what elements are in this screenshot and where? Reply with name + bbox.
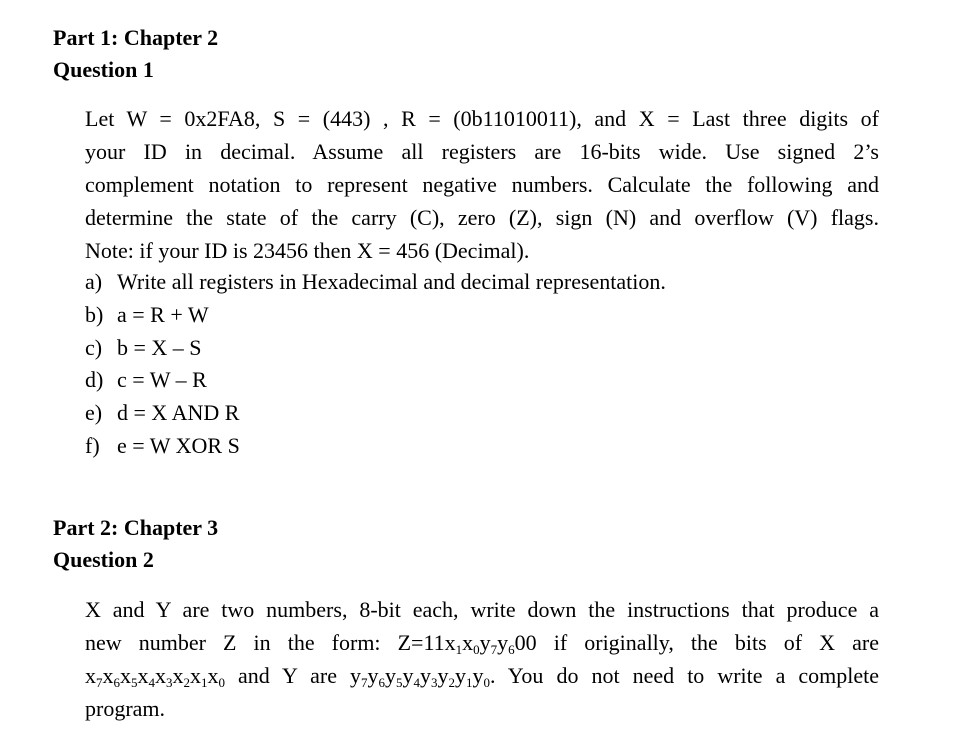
z-bit	[480, 630, 498, 655]
bit-symbol: x	[462, 630, 474, 655]
part1-heading: Part 1: Chapter 2	[53, 25, 219, 50]
y-bit-sequence	[350, 663, 490, 688]
part1-line-1: Let W = 0x2FA8, S = (443) , R = (0b11010011), and X = Last three digits of	[85, 106, 879, 131]
part2-line-2	[85, 626, 879, 659]
y-bit	[473, 663, 491, 688]
list-item-letter: c)	[85, 334, 103, 360]
list-item	[85, 397, 666, 430]
list-item-text: Write all registers in Hexadecimal and decimal representation.	[117, 269, 666, 294]
list-item-letter: e)	[85, 400, 103, 426]
bit-symbol: x	[207, 663, 219, 688]
x-bit	[190, 663, 208, 688]
part2-line-2-prefix: new number Z in the form: Z=11	[85, 630, 445, 655]
list-item-text: c = W – R	[117, 367, 207, 393]
bit-symbol: y	[497, 630, 509, 655]
list-item-text: b = X – S	[117, 334, 202, 360]
x-bit	[120, 663, 138, 688]
bit-symbol: x	[120, 663, 131, 688]
bit-symbol: x	[85, 663, 96, 688]
part1-paragraph	[85, 102, 879, 267]
bit-index: 3	[166, 675, 173, 690]
y-bit	[420, 663, 438, 688]
bit-index: 2	[448, 675, 456, 690]
x-bit	[208, 663, 226, 688]
list-item-letter: b)	[85, 301, 104, 327]
bit-symbol: x	[155, 663, 166, 688]
part2-line-1: X and Y are two numbers, 8-bit each, write down the instructions that produce a	[85, 597, 879, 622]
bit-index: 7	[490, 642, 498, 657]
z-bit	[445, 630, 463, 655]
list-item	[85, 266, 666, 299]
bit-index: 3	[431, 675, 438, 690]
z-bit	[497, 630, 515, 655]
bit-index: 1	[466, 675, 473, 690]
bit-symbol: y	[350, 663, 362, 688]
bit-symbol: x	[172, 663, 184, 688]
part2-heading: Part 2: Chapter 3	[53, 515, 219, 540]
part1-question-title: Question 1	[53, 57, 154, 82]
bit-index: 6	[113, 675, 120, 690]
bit-index: 4	[413, 675, 421, 690]
z-bit	[462, 630, 480, 655]
z-suffix: 00	[514, 630, 537, 655]
bit-symbol: x	[190, 663, 201, 688]
list-item	[85, 430, 666, 463]
part2-question-title: Question 2	[53, 547, 154, 572]
part2-line-3-middle: and Y are	[225, 663, 351, 688]
bit-symbol: x	[102, 663, 114, 688]
bit-index: 4	[148, 675, 155, 690]
bit-symbol: y	[420, 663, 432, 688]
bit-index: 0	[483, 675, 491, 690]
bit-symbol: y	[402, 663, 414, 688]
bit-index: 7	[96, 675, 103, 690]
bit-index: 5	[131, 675, 138, 690]
y-bit	[368, 663, 386, 688]
bit-index: 2	[183, 675, 190, 690]
bit-symbol: y	[479, 630, 491, 655]
part1-line-4: determine the state of the carry (C), zero (Z), sign (N) and overflow (V) flags.	[85, 205, 879, 230]
list-item-text: d = X AND R	[117, 400, 240, 426]
part1-line-2: your ID in decimal. Assume all registers are 16-bits wide. Use signed 2’s	[85, 139, 879, 164]
y-bit	[403, 663, 421, 688]
bit-symbol: y	[367, 663, 379, 688]
part1-line-5: Note: if your ID is 23456 then X = 456 (Decimal).	[85, 238, 530, 263]
list-item-text: a = R + W	[117, 301, 209, 327]
y-bit	[438, 663, 456, 688]
bit-symbol: x	[137, 663, 149, 688]
y-bit	[455, 663, 473, 688]
bit-index: 0	[473, 642, 480, 657]
x-bit	[173, 663, 191, 688]
x-bit	[138, 663, 156, 688]
bit-index: 1	[201, 675, 208, 690]
bit-symbol: y	[385, 663, 397, 688]
list-item-text: e = W XOR S	[117, 432, 240, 458]
x-bit	[103, 663, 121, 688]
z-bit-sequence	[445, 630, 515, 655]
part1-task-list	[85, 266, 666, 463]
list-item	[85, 364, 666, 397]
list-item-letter: f)	[85, 432, 100, 458]
list-item	[85, 332, 666, 365]
list-item-letter: d)	[85, 367, 104, 393]
x-bit-sequence	[85, 663, 225, 688]
x-bit	[85, 663, 103, 688]
y-bit	[385, 663, 403, 688]
x-bit	[155, 663, 173, 688]
bit-index: 7	[361, 675, 368, 690]
list-item	[85, 299, 666, 332]
bit-symbol: x	[444, 630, 456, 655]
list-item-letter: a)	[85, 269, 103, 294]
part2-line-3	[85, 659, 879, 692]
bit-symbol: y	[455, 663, 467, 688]
bit-index: 0	[218, 675, 225, 690]
bit-symbol: y	[472, 663, 484, 688]
bit-index: 1	[455, 642, 463, 657]
bit-index: 6	[508, 642, 515, 657]
part2-paragraph	[85, 593, 879, 725]
part2-line-2-middle: if originally, the bits of X are	[536, 630, 879, 655]
y-bit	[350, 663, 368, 688]
bit-index: 5	[396, 675, 403, 690]
part2-line-3-suffix: . You do not need to write a complete	[490, 663, 879, 688]
part2-line-4: program.	[85, 696, 166, 721]
bit-symbol: y	[437, 663, 449, 688]
part1-line-3: complement notation to represent negative numbers. Calculate the following and	[85, 172, 879, 197]
bit-index: 6	[378, 675, 386, 690]
